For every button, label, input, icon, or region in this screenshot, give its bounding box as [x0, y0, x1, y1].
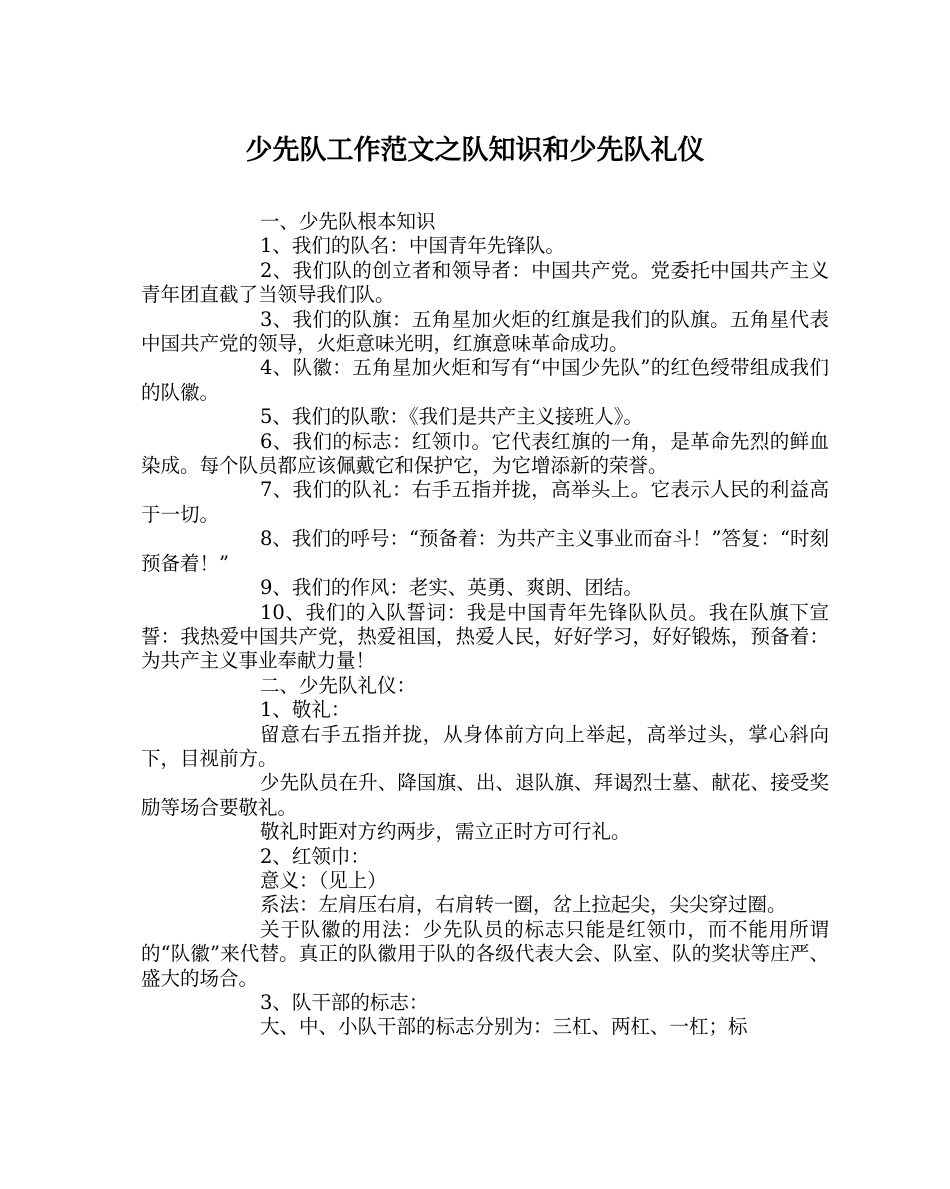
item-team-slogan: 8、我们的呼号：“预备着：为共产主义事业而奋斗！”答复：“时刻预备着！” — [141, 527, 829, 575]
item-founder-leader: 2、我们队的创立者和领导者：中国共产党。党委托中国共产主义青年团直截了当领导我们队。 — [141, 258, 829, 307]
item-team-salute: 7、我们的队礼：右手五指并拢，高举头上。它表示人民的利益高于一切。 — [141, 478, 829, 526]
item-team-flag: 3、我们的队旗：五角星加火炬的红旗是我们的队旗。五角星代表中国共产党的领导，火炬意味光明，红旗意味革命成功。 — [141, 307, 829, 356]
item-team-name: 1、我们的队名：中国青年先锋队。 — [260, 234, 565, 258]
subheading-salute: 1、敬礼： — [260, 698, 351, 722]
document-body — [141, 210, 829, 1040]
item-red-scarf-symbol: 6、我们的标志：红领巾。它代表红旗的一角，是革命先烈的鲜血染成。每个队员都应该佩戴它和保护它，为它增添新的荣誉。 — [141, 429, 829, 478]
salute-occasions: 少先队员在升、降国旗、出、退队旗、拜谒烈士墓、献花、接受奖励等场合要敬礼。 — [141, 771, 829, 819]
emblem-usage: 关于队徽的用法：少先队员的标志只能是红领巾，而不能用所谓的“队徽”来代替。真正的队徽用于队的各级代表大会、队室、队的奖状等庄严、盛大的场合。 — [141, 917, 829, 990]
subheading-cadre-marks: 3、队干部的标志： — [260, 991, 429, 1014]
subheading-red-scarf: 2、红领巾： — [260, 844, 370, 868]
item-team-emblem: 4、队徽：五角星加火炬和写有“中国少先队”的红色绶带组成我们的队徽。 — [141, 356, 829, 404]
red-scarf-tying: 系法：左肩压右肩，右肩转一圈，岔上拉起尖，尖尖穿过圈。 — [260, 893, 787, 917]
item-team-style: 9、我们的作风：老实、英勇、爽朗、团结。 — [260, 576, 643, 600]
item-oath: 10、我们的入队誓词：我是中国青年先锋队队员。我在队旗下宣誓：我热爱中国共产党，热爱祖国，热爱人民，好好学习，好好锻炼，预备着：为共产主义事业奉献力量！ — [141, 600, 829, 673]
cadre-marks-text: 大、中、小队干部的标志分别为：三杠、两杠、一杠；标 — [260, 1015, 748, 1039]
heading-etiquette: 二、少先队礼仪： — [260, 673, 417, 697]
document-title: 少先队工作范文之队知识和少先队礼仪 — [245, 135, 705, 166]
salute-distance: 敬礼时距对方约两步，需立正时方可行礼。 — [260, 820, 631, 844]
item-team-song: 5、我们的队歌：《我们是共产主义接班人》。 — [260, 405, 643, 429]
heading-basic-knowledge: 一、少先队根本知识 — [260, 210, 436, 233]
red-scarf-meaning: 意义：（见上） — [260, 868, 387, 892]
salute-method: 留意右手五指并拢，从身体前方向上举起，高举过头，掌心斜向下，目视前方。 — [141, 722, 829, 770]
